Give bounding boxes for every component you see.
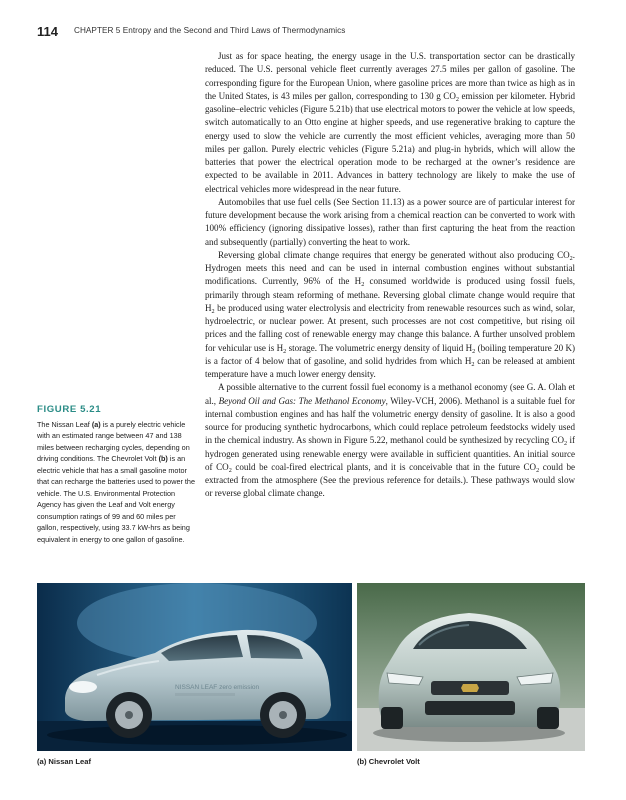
paragraph-methanol: A possible alternative to the current fossil fuel economy is a methanol economy (see G. A. Olah et al., Beyond Oil and Gas: The Methanol Economy, Wiley-VCH, 2006). Methanol is a suitable fuel for internal combustion engines and has half the volumetric energy density of gasoline. It is also a good source for producing synthetic hydrocarbons, which could replace petroleum feedstocks widely used in the chemical industry. As shown in Figure 5.22, methanol could be synthesized by recycling $CO_2$ if hydrogen generated using renewable energy were available in sufficient quantities. An initial source of $CO_2$ could be coal-fired electrical plants, and it is conceivable that in the future $CO_2$ could be extracted from the atmosphere (See the previous reference for details.). These pathways would slow or reverse global climate change. — [205, 382, 575, 499]
photo-label-chevrolet-volt: (b) Chevrolet Volt — [357, 757, 420, 766]
paragraph-transportation: Just as for space heating, the energy usage in the U.S. transportation sector can be drastically reduced. The U.S. personal vehicle fleet currently averages 27.5 miles per gallon of gasoline. The corresponding figure for the European Union, where gasoline prices are more than twice as high as in the United States, is 43 miles per gallon, corresponding to 130 g $CO_2$ emission per kilometer. Hybrid gasoline–electric vehicles (Figure 5.21b) that use electrical motors to power the vehicle at low speeds, switch automatically to an Otto engine at higher speeds, and use regenerative braking to capture the energy used to slow the vehicle are currently the most efficient vehicles, averaging more than 50 miles per gallon. Purely electric vehicles (Figure 5.21a) and plug-in hybrids, which will allow the batteries that power the electrical operation mode to be recharged at the owner’s residence are expected to be available in 2011. Advances in battery technology are likely to make the use of electrical vehicles more widespread in the near future. — [205, 51, 576, 194]
figure-label: FIGURE 5.21 — [37, 404, 102, 415]
body-text — [205, 50, 575, 501]
running-header — [37, 24, 597, 44]
leaf-door-decal: NISSAN LEAF zero emission — [175, 684, 260, 691]
paragraph-fuel-cells: Automobiles that use fuel cells (See Section 11.13) as a power source are of particular interest for future development because the work arising from a chemical reaction can be converted to work with 100% efficiency (ignoring dissipative losses), rather than first capturing the heat from the reaction and subsequently (partially) converting the heat to work. — [205, 196, 575, 247]
figure-caption — [37, 404, 195, 545]
figure-caption-text: The Nissan Leaf (a) is a purely electric vehicle with an estimated range between 47 and 138 miles between recharging cycles, depending on driving conditions. The Chevrolet Volt (b) is an electric vehicle that has a small gasoline motor that can recharge the batteries used to power the vehicle. The U.S. Environmental Protection Agency has given the Leaf and Volt energy consumption ratings of 99 and 60 miles per gallon, respectively, using 33.7 kW-hrs as being equivalent in energy to one gallon of gasoline. — [37, 420, 195, 544]
paragraph-hydrogen: Reversing global climate change requires that energy be generated without also producing $CO_2$. Hydrogen meets this need and can be used in internal combustion engines without substantial modifications. Currently, 96% of the $H_2$ consumed worldwide is produced using fossil fuels, primarily through steam reforming of methane. Reversing global climate change would require that $H_2$ be produced using water electrolysis and electricity from renewable resources such as wind, solar, hydroelectric, or nuclear power. At present, such processes are not cost competitive, but rising oil prices and the falling cost of renewable energy may change this balance. A further unsolved problem for vehicular use is $H_2$ storage. The volumetric energy density of liquid $H_2$ (boiling temperature 20 K) is a factor of 4 below that of gasoline, and solid hydrides from which $H_2$ can be released at ambient temperature have a much lower energy density. — [205, 249, 575, 379]
nissan-leaf-photo — [37, 583, 352, 751]
chapter-title: CHAPTER 5 Entropy and the Second and Third Laws of Thermodynamics — [74, 26, 346, 35]
photo-label-nissan-leaf: (a) Nissan Leaf — [37, 757, 92, 766]
chevrolet-volt-photo — [357, 583, 585, 751]
book-title: Beyond Oil and Gas: The Methanol Economy — [218, 395, 386, 406]
page-number: 114 — [37, 24, 58, 39]
